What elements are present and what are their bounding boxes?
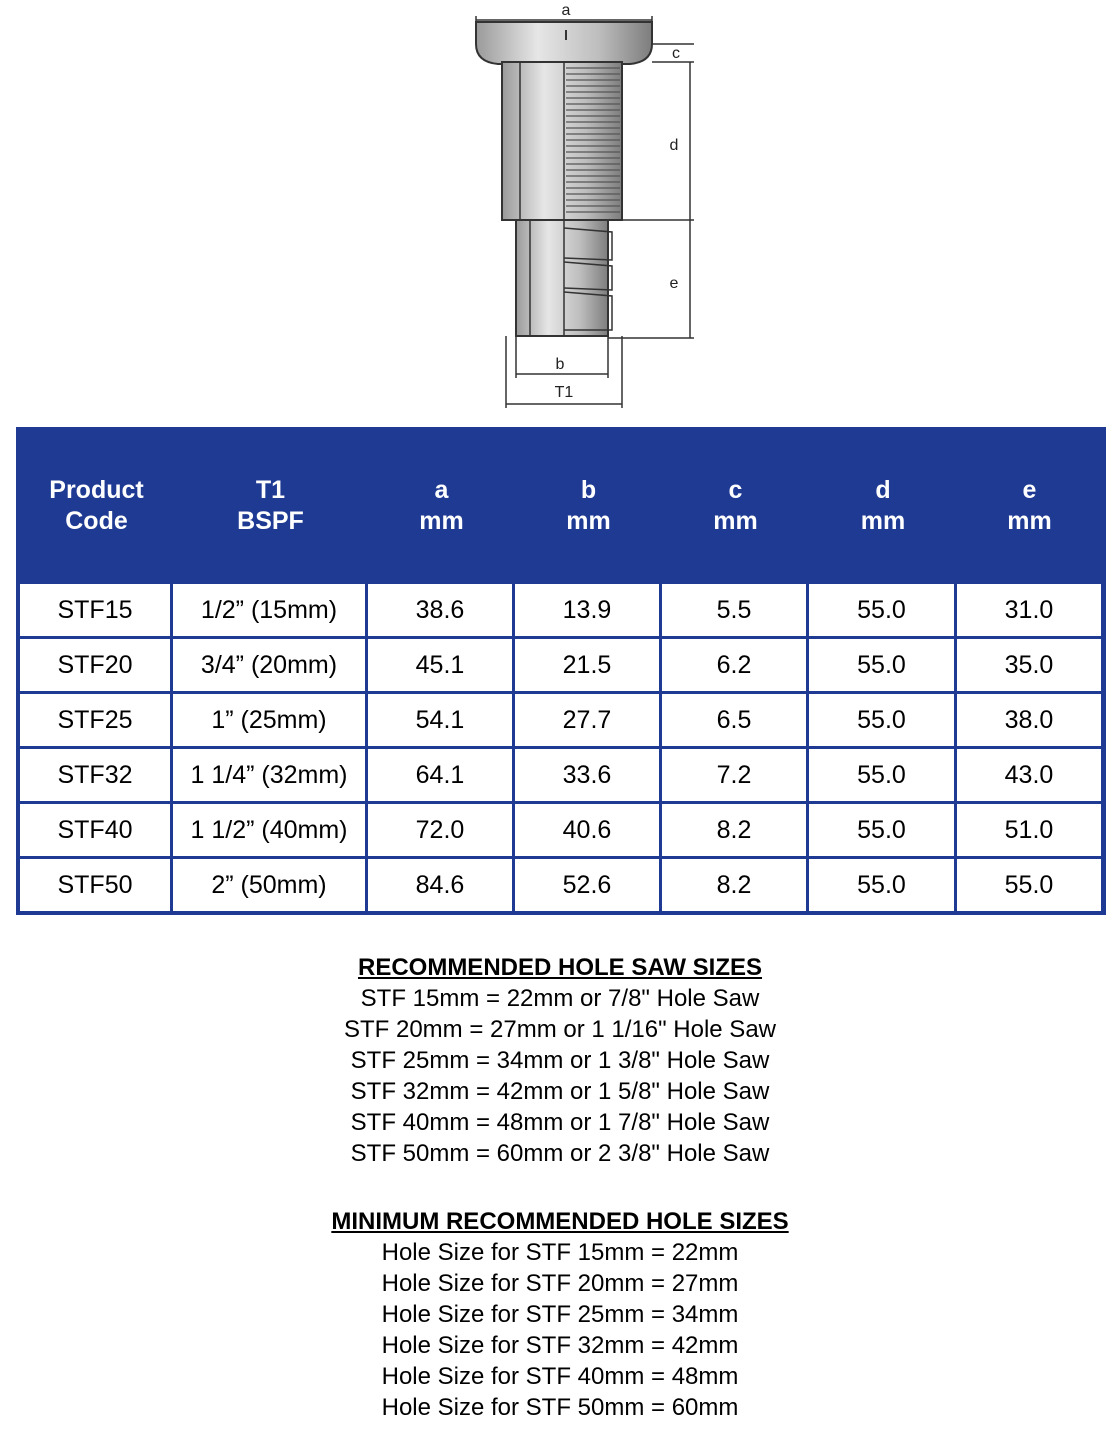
cell-e: 51.0: [957, 804, 1101, 856]
hole-size-line: Hole Size for STF 15mm = 22mm: [381, 1239, 739, 1266]
cell-b: 40.6: [515, 804, 659, 856]
cell-d: 55.0: [809, 859, 954, 911]
specification-table: [16, 427, 1106, 915]
cell-c: 6.5: [662, 694, 806, 746]
cell-b: 52.6: [515, 859, 659, 911]
cell-c: 8.2: [662, 859, 806, 911]
flange-shape: [476, 22, 652, 64]
cell-e: 38.0: [957, 694, 1101, 746]
table-row: [20, 639, 1102, 691]
cell-c: 7.2: [662, 749, 806, 801]
cell-c: 6.2: [662, 639, 806, 691]
header-b-mm: b mm: [566, 476, 611, 535]
label-c: c: [672, 45, 680, 62]
cell-d: 55.0: [809, 584, 954, 636]
hole-saw-line: STF 25mm = 34mm or 1 3/8" Hole Saw: [350, 1047, 770, 1074]
header-c-mm: c mm: [713, 476, 758, 535]
header-t1-bspf: T1 BSPF: [237, 476, 304, 535]
cell-t1-bspf: 3/4” (20mm): [173, 639, 365, 691]
hole-size-line: Hole Size for STF 32mm = 42mm: [381, 1332, 739, 1359]
cell-b: 13.9: [515, 584, 659, 636]
cell-t1-bspf: 2” (50mm): [173, 859, 365, 911]
hole-size-line: Hole Size for STF 40mm = 48mm: [381, 1363, 739, 1390]
fitting-dimension-diagram: [0, 0, 1120, 420]
label-d: d: [669, 137, 679, 154]
hole-saw-line: STF 50mm = 60mm or 2 3/8" Hole Saw: [350, 1140, 770, 1167]
label-a: a: [561, 2, 571, 19]
table-body: [20, 581, 1102, 911]
cell-product-code: STF15: [20, 584, 170, 636]
cell-b: 27.7: [515, 694, 659, 746]
hole-size-heading: MINIMUM RECOMMENDED HOLE SIZES: [331, 1208, 789, 1235]
table-row: [20, 804, 1102, 856]
hole-size-line: Hole Size for STF 25mm = 34mm: [381, 1301, 739, 1328]
table-header-row: [20, 431, 1102, 581]
cell-d: 55.0: [809, 694, 954, 746]
cell-product-code: STF32: [20, 749, 170, 801]
hole-size-line: Hole Size for STF 50mm = 60mm: [381, 1394, 739, 1421]
label-t1: T1: [554, 384, 574, 401]
hole-size-section: [0, 1206, 1120, 1423]
cell-product-code: STF40: [20, 804, 170, 856]
dimension-e: [608, 220, 694, 338]
header-d-mm: d mm: [860, 476, 906, 535]
cell-e: 43.0: [957, 749, 1101, 801]
label-b: b: [555, 356, 565, 373]
cell-b: 21.5: [515, 639, 659, 691]
cell-product-code: STF20: [20, 639, 170, 691]
cell-d: 55.0: [809, 804, 954, 856]
cell-d: 55.0: [809, 749, 954, 801]
table-row: [20, 859, 1102, 911]
cell-a: 45.1: [368, 639, 512, 691]
header-a-mm: a mm: [419, 476, 464, 535]
cell-b: 33.6: [515, 749, 659, 801]
cell-a: 54.1: [368, 694, 512, 746]
header-product-code: Product Code: [49, 476, 144, 535]
cell-product-code: STF25: [20, 694, 170, 746]
dimension-d: [622, 62, 694, 220]
cell-e: 35.0: [957, 639, 1101, 691]
hole-size-line: Hole Size for STF 20mm = 27mm: [381, 1270, 739, 1297]
cell-c: 5.5: [662, 584, 806, 636]
table-row: [20, 584, 1102, 636]
hole-saw-section: [0, 952, 1120, 1169]
cell-t1-bspf: 1” (25mm): [173, 694, 365, 746]
cell-d: 55.0: [809, 639, 954, 691]
header-e-mm: e mm: [1007, 476, 1052, 535]
label-e: e: [669, 275, 679, 292]
hole-saw-heading: RECOMMENDED HOLE SAW SIZES: [357, 954, 763, 981]
cell-product-code: STF50: [20, 859, 170, 911]
cell-a: 72.0: [368, 804, 512, 856]
cell-e: 55.0: [957, 859, 1101, 911]
hole-saw-line: STF 15mm = 22mm or 7/8" Hole Saw: [360, 985, 760, 1012]
table-row: [20, 694, 1102, 746]
cell-t1-bspf: 1 1/4” (32mm): [173, 749, 365, 801]
cell-e: 31.0: [957, 584, 1101, 636]
cell-a: 84.6: [368, 859, 512, 911]
cell-t1-bspf: 1/2” (15mm): [173, 584, 365, 636]
hole-saw-line: STF 20mm = 27mm or 1 1/16" Hole Saw: [343, 1016, 776, 1043]
cell-t1-bspf: 1 1/2” (40mm): [173, 804, 365, 856]
cell-a: 38.6: [368, 584, 512, 636]
hole-saw-line: STF 32mm = 42mm or 1 5/8" Hole Saw: [350, 1078, 770, 1105]
table-row: [20, 749, 1102, 801]
hole-saw-line: STF 40mm = 48mm or 1 7/8" Hole Saw: [350, 1109, 770, 1136]
cell-c: 8.2: [662, 804, 806, 856]
cell-a: 64.1: [368, 749, 512, 801]
